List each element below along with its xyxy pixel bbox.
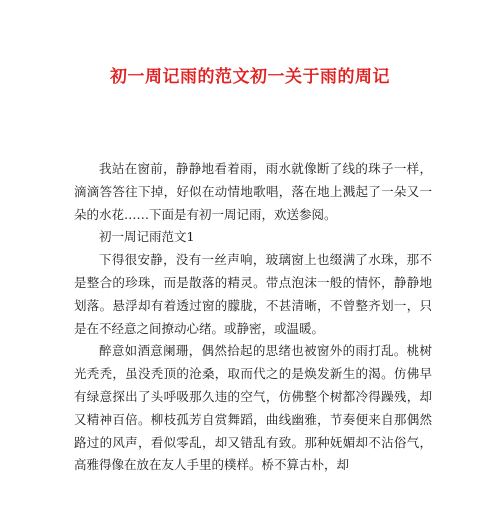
body-paragraph-2: 醉意如酒意阑珊，偶然拾起的思绪也被窗外的雨打乱。桃树光秃秃，虽没秃顶的沧桑，取而代之的是焕发新生的渴。仿佛早有绿意探出了头呼吸那久违的空气，仿佛整个树都冷得躁残，却又精神百倍。柳枝孤芳自赏舞蹈，曲线幽雅，节奏便来自那偶然路过的风声，看似零乱，却又错乱有致。那种妩媚却不沾俗气，高雅得像在放在友人手里的樸样。桥不算古朴，却 [74, 343, 432, 473]
intro-paragraph: 我站在窗前，静静地看着雨，雨水就像断了线的珠子一样，滴滴答答往下掉，好似在动情地歌唱，落在地上溅起了一朵又一朵的水花……下面是有初一周记雨，欢送参阅。 [74, 161, 432, 222]
document-title: 初一周记雨的范文初一关于雨的周记 [110, 67, 390, 87]
body-paragraph-1: 下得很安静，没有一丝声响，玻璃窗上也缀满了水珠，那不是整合的珍珠，而是散落的精灵。带点泡沫一般的情怀，静静地划落。悬浮却有着透过窗的朦胧，不甚清晰，不曾整齐划一，只是在不经意之间撩动心绪。或静密，或温暖。 [74, 252, 432, 336]
section-heading: 初一周记雨范文1 [99, 229, 195, 245]
document-body [74, 158, 432, 477]
